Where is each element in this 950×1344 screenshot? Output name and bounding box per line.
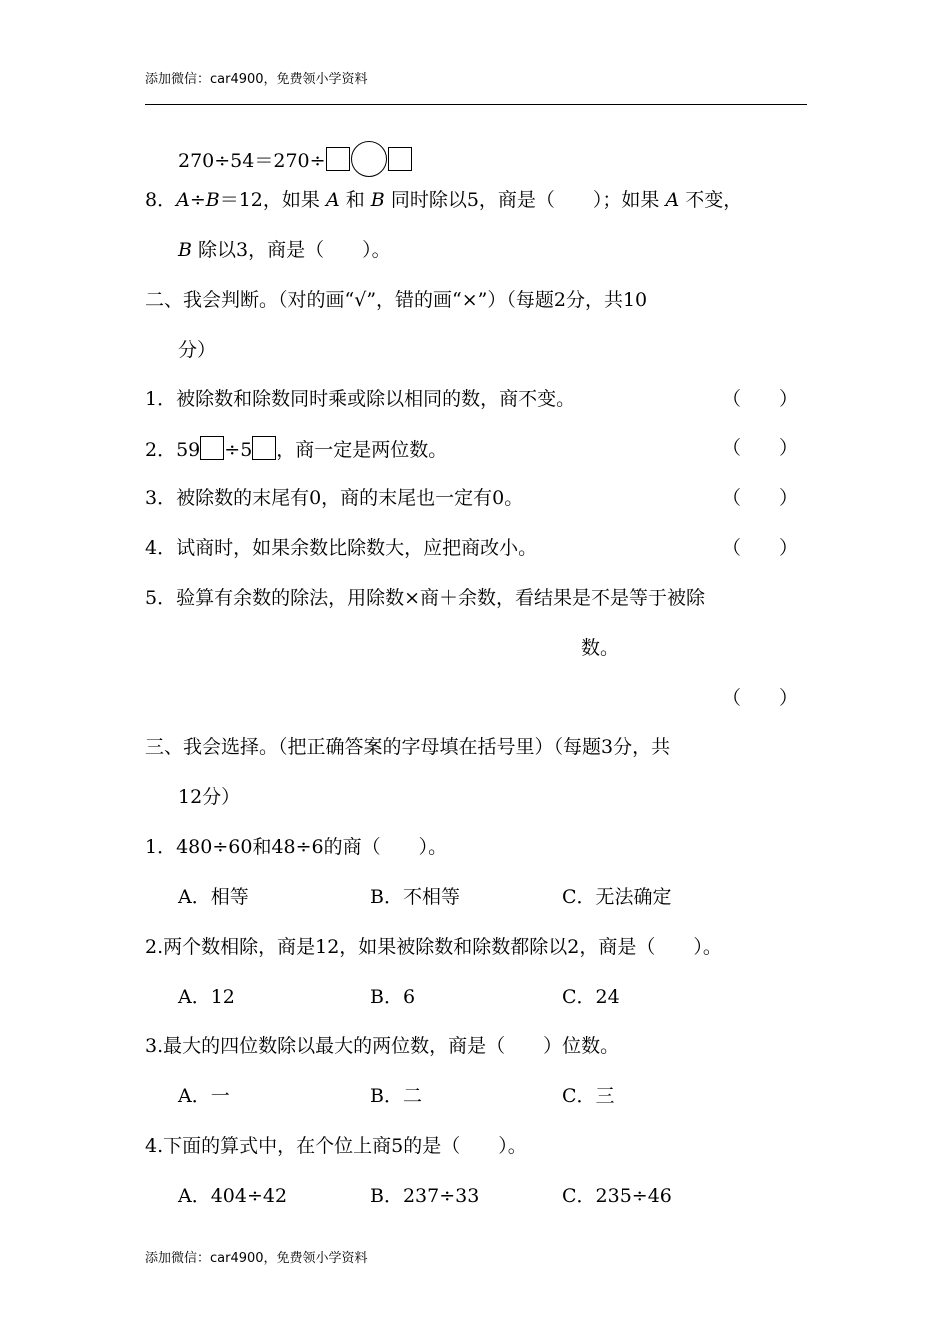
q8-text: 不变， bbox=[685, 189, 743, 211]
page-footer-note: 添加微信：car4900，免费领小学资料 bbox=[145, 1251, 368, 1266]
option-c[interactable]: C．24 bbox=[562, 986, 620, 1008]
section3-title-cont: 12分） bbox=[178, 786, 241, 808]
var-a: A bbox=[176, 189, 190, 211]
answer-paren[interactable]: （ ） bbox=[722, 537, 799, 559]
div-sign: ÷ bbox=[189, 189, 206, 211]
q7-equation bbox=[178, 141, 412, 177]
judge-item-3 bbox=[145, 486, 523, 510]
section2-title-cont: 分） bbox=[178, 339, 217, 361]
judge-item-5 bbox=[145, 586, 705, 610]
option-a[interactable]: A．一 bbox=[178, 1085, 230, 1107]
item-number: 2． bbox=[145, 439, 177, 461]
q8-text: 同时除以5，商是（ ）；如果 bbox=[390, 189, 660, 211]
answer-paren[interactable]: （ ） bbox=[722, 388, 799, 410]
option-b[interactable]: B．237÷33 bbox=[370, 1185, 480, 1207]
item-number: 3． bbox=[145, 487, 177, 509]
item-text: 被除数和除数同时乘或除以相同的数，商不变。 bbox=[176, 388, 576, 410]
section3-title: 三、我会选择。（把正确答案的字母填在括号里）（每题3分，共 bbox=[145, 736, 671, 758]
choice-question-1: 1．480÷60和48÷6的商（ ）。 bbox=[145, 836, 448, 858]
var-b: B bbox=[370, 189, 385, 211]
judge-item-4 bbox=[145, 536, 537, 560]
q8-number: 8． bbox=[145, 189, 177, 211]
choice-question-4: 4.下面的算式中，在个位上商5的是（ ）。 bbox=[145, 1135, 527, 1157]
item-text: ÷5 bbox=[224, 439, 253, 461]
page-header-note: 添加微信：car4900，免费领小学资料 bbox=[145, 72, 368, 87]
option-b[interactable]: B．不相等 bbox=[370, 886, 460, 908]
q8-text: ＝12，如果 bbox=[219, 189, 320, 211]
blank-circle bbox=[351, 141, 387, 177]
option-a[interactable]: A．相等 bbox=[178, 886, 249, 908]
choice-question-3: 3.最大的四位数除以最大的两位数，商是（ ）位数。 bbox=[145, 1035, 620, 1057]
blank-box bbox=[252, 436, 276, 460]
blank-box bbox=[326, 147, 350, 171]
judge-item-2 bbox=[145, 436, 447, 462]
judge-item-1 bbox=[145, 387, 575, 411]
answer-paren[interactable]: （ ） bbox=[722, 687, 799, 709]
judge-item-5-cont: 数。 bbox=[581, 637, 620, 659]
item-text: 验算有余数的除法，用除数×商＋余数，看结果是不是等于被除 bbox=[176, 587, 706, 609]
option-c[interactable]: C．235÷46 bbox=[562, 1185, 672, 1207]
q8-line2 bbox=[178, 238, 391, 262]
blank-box bbox=[200, 436, 224, 460]
option-a[interactable]: A．404÷42 bbox=[178, 1185, 288, 1207]
answer-paren[interactable]: （ ） bbox=[722, 437, 799, 459]
section2-title: 二、我会判断。（对的画“√”，错的画“×”）（每题2分，共10 bbox=[145, 289, 648, 311]
item-text: 试商时，如果余数比除数大，应把商改小。 bbox=[176, 537, 538, 559]
item-text: 59 bbox=[176, 439, 201, 461]
option-b[interactable]: B．二 bbox=[370, 1085, 422, 1107]
item-text: 被除数的末尾有0，商的末尾也一定有0。 bbox=[176, 487, 524, 509]
q8-line1 bbox=[145, 188, 742, 212]
item-number: 1． bbox=[145, 388, 177, 410]
item-number: 5． bbox=[145, 587, 177, 609]
option-b[interactable]: B．6 bbox=[370, 986, 416, 1008]
choice-question-2: 2.两个数相除，商是12，如果被除数和除数都除以2，商是（ ）。 bbox=[145, 936, 722, 958]
item-number: 4． bbox=[145, 537, 177, 559]
option-a[interactable]: A．12 bbox=[178, 986, 235, 1008]
var-b: B bbox=[205, 189, 220, 211]
header-rule bbox=[145, 104, 807, 105]
q7-lhs: 270÷54＝270÷ bbox=[178, 150, 326, 172]
answer-paren[interactable]: （ ） bbox=[722, 487, 799, 509]
q8-text: 和 bbox=[345, 189, 365, 211]
q8-text: 除以3，商是（ ）。 bbox=[198, 239, 391, 261]
var-a: A bbox=[665, 189, 680, 211]
var-b: B bbox=[178, 239, 192, 261]
option-c[interactable]: C．三 bbox=[562, 1085, 615, 1107]
blank-box bbox=[388, 147, 412, 171]
item-text: ，商一定是两位数。 bbox=[276, 439, 448, 461]
option-c[interactable]: C．无法确定 bbox=[562, 886, 672, 908]
var-a: A bbox=[325, 189, 340, 211]
